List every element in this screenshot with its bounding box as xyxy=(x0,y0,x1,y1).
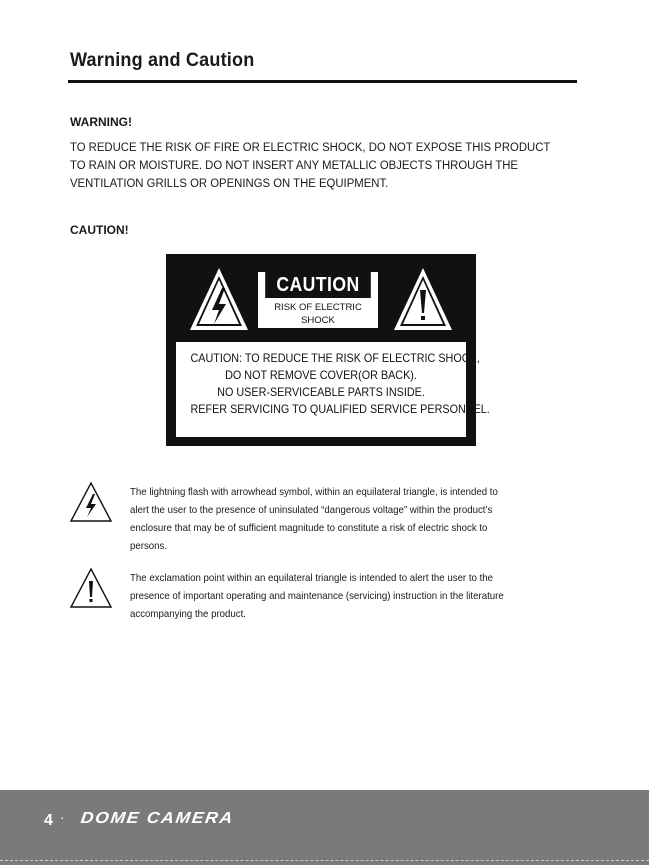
warning-label: WARNING! xyxy=(70,115,132,129)
footer-separator: · xyxy=(60,809,65,825)
note-line: persons. xyxy=(130,540,168,552)
caution-text-line: DO NOT REMOVE COVER(OR BACK). xyxy=(225,368,417,382)
caution-heading: CAUTION xyxy=(265,272,371,298)
warning-line: TO REDUCE THE RISK OF FIRE OR ELECTRIC SHOCK, DO NOT EXPOSE THIS PRODUCT xyxy=(70,140,551,154)
exclamation-warning-icon xyxy=(392,266,454,332)
exclamation-note xyxy=(130,569,580,623)
caution-sign xyxy=(166,254,490,446)
caution-sub-line: DO NOT OPEN xyxy=(284,328,352,339)
title-divider xyxy=(68,80,577,83)
page-title: Warning and Caution xyxy=(70,50,255,71)
footer-cut-line xyxy=(0,860,649,861)
caution-label-panel xyxy=(258,272,378,339)
warning-text xyxy=(70,138,551,192)
caution-text-line: NO USER-SERVICEABLE PARTS INSIDE. xyxy=(217,385,425,399)
warning-line: TO RAIN OR MOISTURE. DO NOT INSERT ANY METALLIC OBJECTS THROUGH THE xyxy=(70,158,518,172)
caution-text-line: CAUTION: TO REDUCE THE RISK OF ELECTRIC SHOCK, xyxy=(190,351,480,365)
footer-product-name: DOME CAMERA xyxy=(79,810,236,827)
note-line: The lightning flash with arrowhead symbol, within an equilateral triangle, is intended to xyxy=(130,486,498,498)
page-footer xyxy=(0,790,649,865)
page-number: 4 xyxy=(44,812,53,829)
warning-line: VENTILATION GRILLS OR OPENINGS ON THE EQUIPMENT. xyxy=(70,176,389,190)
lightning-warning-icon xyxy=(188,266,250,332)
lightning-symbol-icon xyxy=(70,482,112,522)
note-line: enclosure that may be of sufficient magnitude to constitute a risk of electric shock to xyxy=(130,522,488,534)
note-line: The exclamation point within an equilateral triangle is intended to alert the user to the xyxy=(130,572,494,584)
caution-text-panel xyxy=(176,342,490,437)
lightning-note xyxy=(130,483,580,555)
caution-label: CAUTION! xyxy=(70,223,129,237)
exclamation-symbol-icon xyxy=(70,568,112,608)
caution-text-line: REFER SERVICING TO QUALIFIED SERVICE PERSONNEL. xyxy=(190,402,490,416)
note-line: presence of important operating and maintenance (servicing) instruction in the literature xyxy=(130,590,504,602)
caution-sub-line: RISK OF ELECTRIC SHOCK xyxy=(274,302,362,326)
note-line: alert the user to the presence of uninsulated “dangerous voltage” within the product’s xyxy=(130,504,493,516)
note-line: accompanying the product. xyxy=(130,608,246,620)
